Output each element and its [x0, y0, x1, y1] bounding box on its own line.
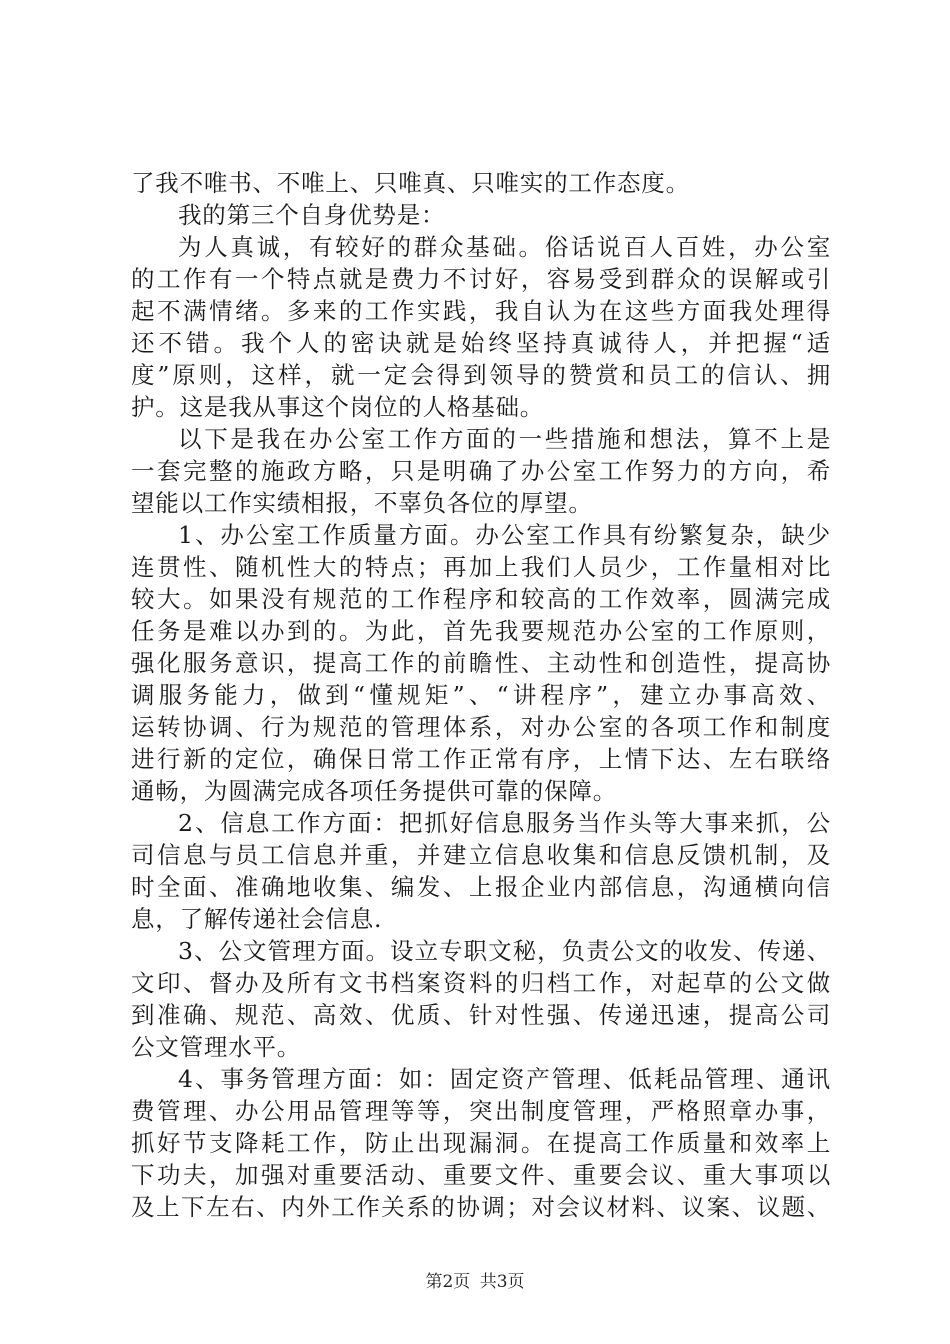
page-number: 第2页	[425, 1272, 471, 1292]
text-line: 3、公文管理方面。设立专职文秘，负责公文的收发、传递、	[178, 937, 831, 965]
text-line: 1、办公室工作质量方面。办公室工作具有纷繁复杂，缺少	[178, 521, 831, 549]
text-line: 强化服务意识，提高工作的前瞻性、主动性和创造性，提高协	[131, 649, 831, 677]
text-line: 通畅，为圆满完成各项任务提供可靠的保障。	[131, 777, 617, 805]
text-line: 调服务能力，做到“懂规矩”、“讲程序”，建立办事高效、	[131, 681, 831, 709]
text-line: 为人真诚，有较好的群众基础。俗话说百人百姓，办公室	[178, 233, 831, 261]
text-line: 还不错。我个人的密诀就是始终坚持真诚待人，并把握“适	[131, 329, 831, 357]
text-line: 文印、督办及所有文书档案资料的归档工作，对起草的公文做	[131, 969, 831, 997]
text-line: 护。这是我从事这个岗位的人格基础。	[131, 393, 545, 421]
text-line: 公文管理水平。	[131, 1033, 302, 1061]
text-line: 息，了解传递社会信息.	[131, 905, 383, 933]
text-line: 的工作有一个特点就是费力不讨好，容易受到群众的误解或引	[131, 265, 831, 293]
text-line: 连贯性、随机性大的特点；再加上我们人员少，工作量相对比	[131, 553, 831, 581]
text-line: 时全面、准确地收集、编发、上报企业内部信息，沟通横向信	[131, 873, 831, 901]
text-line: 任务是难以办到的。为此，首先我要规范办公室的工作原则，	[131, 617, 831, 645]
document-body	[131, 167, 831, 1223]
text-line: 我的第三个自身优势是：	[178, 201, 446, 229]
text-line: 抓好节支降耗工作，防止出现漏洞。在提高工作质量和效率上	[131, 1129, 831, 1157]
text-line: 起不满情绪。多来的工作实践，我自认为在这些方面我处理得	[131, 297, 831, 325]
text-line: 及上下左右、内外工作关系的协调；对会议材料、议案、议题、	[131, 1193, 831, 1221]
text-line: 运转协调、行为规范的管理体系，对办公室的各项工作和制度	[131, 713, 831, 741]
text-line: 较大。如果没有规范的工作程序和较高的工作效率，圆满完成	[131, 585, 831, 613]
text-line: 以下是我在办公室工作方面的一些措施和想法，算不上是	[178, 425, 831, 453]
page-footer	[0, 1271, 950, 1293]
text-line: 一套完整的施政方略，只是明确了办公室工作努力的方向，希	[131, 457, 831, 485]
text-line: 进行新的定位，确保日常工作正常有序，上情下达、左右联络	[131, 745, 831, 773]
text-line: 了我不唯书、不唯上、只唯真、只唯实的工作态度。	[131, 169, 690, 197]
text-line: 度”原则，这样，就一定会得到领导的赞赏和员工的信认、拥	[131, 361, 831, 389]
text-line: 望能以工作实绩相报，不辜负各位的厚望。	[131, 489, 593, 517]
page-total: 共3页	[479, 1272, 525, 1292]
text-line: 2、信息工作方面：把抓好信息服务当作头等大事来抓，公	[178, 809, 831, 837]
text-line: 费管理、办公用品管理等等，突出制度管理，严格照章办事，	[131, 1097, 831, 1125]
text-line: 到准确、规范、高效、优质、针对性强、传递迅速，提高公司	[131, 1001, 831, 1029]
text-line: 下功夫，加强对重要活动、重要文件、重要会议、重大事项以	[131, 1161, 831, 1189]
text-line: 4、事务管理方面：如：固定资产管理、低耗品管理、通讯	[178, 1065, 831, 1093]
text-line: 司信息与员工信息并重，并建立信息收集和信息反馈机制，及	[131, 841, 831, 869]
